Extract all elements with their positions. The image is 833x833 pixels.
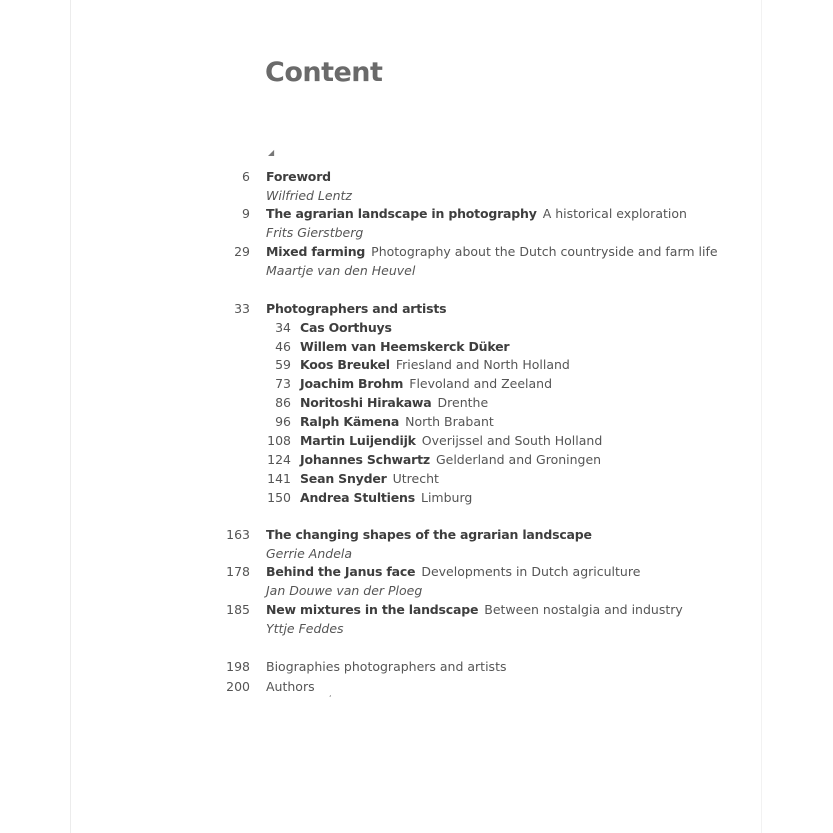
toc-page-number: 33 (234, 301, 250, 316)
toc-entry-biographies (0, 657, 833, 676)
toc-entry-authors (0, 677, 833, 696)
toc-title: Authors (266, 679, 315, 694)
toc-page-number: 9 (242, 206, 250, 221)
photographer-region: Gelderland and Groningen (435, 452, 602, 467)
photographer-name: Andrea Stultiens (300, 490, 415, 505)
toc-author-row (0, 186, 833, 205)
toc-subtitle: A historical exploration (542, 206, 687, 221)
photographer-region: Utrecht (392, 471, 439, 486)
toc-author-row (0, 619, 833, 638)
toc-entry-photographers (0, 299, 833, 318)
photographer-name: Joachim Brohm (300, 376, 404, 391)
toc-title: New mixtures in the landscape (266, 602, 479, 617)
toc-page-number: 96 (275, 414, 291, 429)
toc-author: Gerrie Andela (266, 546, 353, 561)
toc-subentry (0, 488, 833, 507)
photographer-name: Koos Breukel (300, 357, 390, 372)
photographer-region: Overijssel and South Holland (421, 433, 603, 448)
photographer-name: Willem van Heemskerck Düker (300, 339, 510, 354)
toc-subentry (0, 355, 833, 374)
toc-entry-changing-shapes (0, 525, 833, 544)
toc-page-number: 141 (267, 471, 291, 486)
photographer-region: Friesland and North Holland (395, 357, 570, 372)
toc-title: Biographies photographers and artists (266, 659, 507, 674)
toc-page-number: 124 (267, 452, 291, 467)
photographer-name: Ralph Kämena (300, 414, 400, 429)
toc-page-number: 185 (226, 602, 250, 617)
toc-page-number: 59 (275, 357, 291, 372)
toc-page-number: 86 (275, 395, 291, 410)
toc-page-number: 29 (234, 244, 250, 259)
toc-subentry (0, 337, 833, 356)
toc-subentry (0, 374, 833, 393)
page-title: Content (265, 57, 383, 88)
photographer-name: Noritoshi Hirakawa (300, 395, 432, 410)
photographer-name: Cas Oorthuys (300, 320, 392, 335)
toc-subentry (0, 393, 833, 412)
toc-author-row (0, 581, 833, 600)
toc-author-row (0, 544, 833, 563)
toc-page-number: 108 (267, 433, 291, 448)
photographer-region: Flevoland and Zeeland (409, 376, 553, 391)
toc-author: Yttje Feddes (266, 621, 344, 636)
toc-author: Jan Douwe van der Ploeg (266, 583, 423, 598)
toc-entry-agrarian-landscape (0, 204, 833, 223)
toc-title: Foreword (266, 169, 331, 184)
toc-subentry (0, 318, 833, 337)
toc-page-number: 6 (242, 169, 250, 184)
photographer-name: Martin Luijendijk (300, 433, 416, 448)
toc-subentry (0, 450, 833, 469)
toc-author-row (0, 223, 833, 242)
photographer-region: Drenthe (437, 395, 489, 410)
toc-subentry (0, 412, 833, 431)
toc-page-number: 198 (226, 659, 250, 674)
toc-author: Wilfried Lentz (266, 188, 352, 203)
toc-subentry (0, 469, 833, 488)
toc-title: Mixed farming (266, 244, 366, 259)
toc-title: The agrarian landscape in photography (266, 206, 537, 221)
toc-author: Maartje van den Heuvel (266, 263, 416, 278)
toc-title: Behind the Janus face (266, 564, 416, 579)
toc-page-number: 150 (267, 490, 291, 505)
toc-author-row (0, 261, 833, 280)
toc-subentry (0, 431, 833, 450)
photographer-region: North Brabant (405, 414, 494, 429)
toc-page-number: 200 (226, 679, 250, 694)
toc-entry-mixed-farming (0, 242, 833, 261)
toc-page-number: 46 (275, 339, 291, 354)
toc-entry-new-mixtures (0, 600, 833, 619)
toc-page-number: 73 (275, 376, 291, 391)
toc-subtitle: Developments in Dutch agriculture (421, 564, 641, 579)
toc-subtitle: Between nostalgia and industry (484, 602, 683, 617)
toc-entry-foreword (0, 167, 833, 186)
scan-speck: ◢ (268, 148, 275, 157)
toc-subtitle: Photography about the Dutch countryside and farm life (371, 244, 718, 259)
photographer-region: Limburg (421, 490, 473, 505)
toc-entry-janus-face (0, 562, 833, 581)
toc-page-number: 34 (275, 320, 291, 335)
toc-title: Photographers and artists (266, 301, 447, 316)
toc-author: Frits Gierstberg (266, 225, 364, 240)
photographer-name: Sean Snyder (300, 471, 387, 486)
photographer-name: Johannes Schwartz (300, 452, 430, 467)
toc-title: The changing shapes of the agrarian landscape (266, 527, 592, 542)
toc-page-number: 163 (226, 527, 250, 542)
toc-page-number: 178 (226, 564, 250, 579)
scan-speck: ‘ (329, 694, 332, 703)
